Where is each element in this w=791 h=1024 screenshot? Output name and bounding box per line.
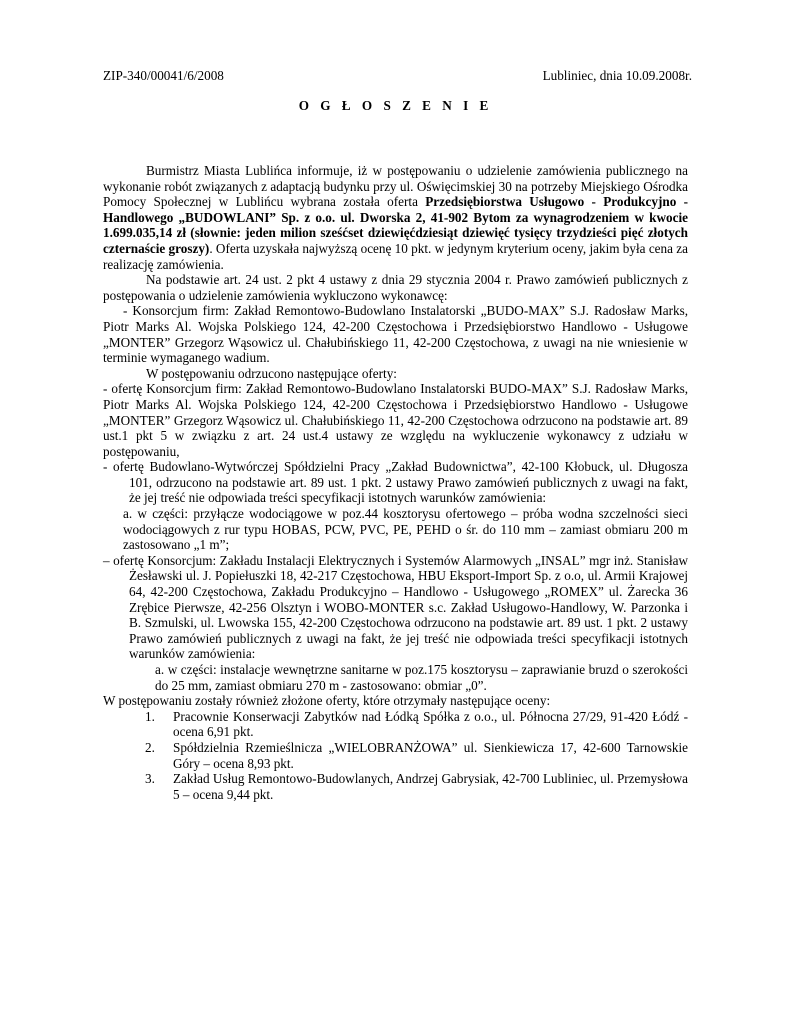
- rejected-header: W postępowaniu odrzucono następujące oferty:: [146, 365, 397, 381]
- list-item-text: Pracownie Konserwacji Zabytków nad Łódką Spółka z o.o., ul. Północna 27/29, 91-420 Łódź - ocena 6,91 pkt.: [173, 708, 688, 740]
- rejected-offer-2: - ofertę Budowlano-Wytwórczej Spółdzielni Pracy „Zakład Budownictwa”, 42-100 Kłobuck, ul. Długosza 101, odrzucono na podstawie art. 89 ust. 1 pkt. 2 ustawy Prawo zamówień publicznych z uwagi na fakt, że jej treść nie odpowiada treści specyfikacji istotnych warunków zamówienia:: [103, 459, 688, 506]
- rejected-offer-1: - ofertę Konsorcjum firm: Zakład Remontowo-Budowlano Instalatorski BUDO-MAX” S.J. Radosław Marks, Piotr Marks Al. Wojska Polskiego 124, 42-200 Częstochowa i Przedsiębiorstwo Handlowo - Usługowe „MONTER” Grzegorz Wąsowicz ul. Chałubińskiego 11, 42-200 Częstochowa odrzucono na podstawie art. 89 ust.1 pkt 5 w związku z art. 24 ust.4 ustawy ze względu na wykluczenie wykonawcy z udziału w postępowaniu,: [103, 381, 688, 459]
- list-item-text: Spółdzielnia Rzemieślnicza „WIELOBRANŻOWA” ul. Sienkiewicza 17, 42-600 Tarnowskie Góry – ocena 8,93 pkt.: [173, 739, 688, 771]
- reference-number: ZIP-340/00041/6/2008: [103, 68, 224, 83]
- excluded-contractor: - Konsorcjum firm: Zakład Remontowo-Budowlano Instalatorski „BUDO-MAX” S.J. Radosław Marks, Piotr Marks Al. Wojska Polskiego 124, 42-200 Częstochowa i Przedsiębiorstwo Handlowo - Usługowe „MONTER” Grzegorz Wąsowicz ul. Chałubińskiego 11, 42-200 Częstochowa, z uwagi na nie wniesienie w terminie wymaganego wadium.: [103, 303, 688, 366]
- list-number: 3.: [145, 771, 155, 787]
- rejected-offer-2-reason: a. w części: przyłącze wodociągowe w poz.44 kosztorysu ofertowego – próba wodna szczelności sieci wodociągowych z rur typu HOBAS, PCW, PVC, PE, PEHD o śr. do 110 mm – zamiast obmiaru 200 m zastosowano „1 m”;: [123, 506, 688, 553]
- list-number: 1.: [145, 708, 155, 724]
- list-item: [103, 740, 688, 771]
- exclusion-paragraph: Na podstawie art. 24 ust. 2 pkt 4 ustawy z dnia 29 stycznia 2004 r. Prawo zamówień publicznych z postępowania o udzielenie zamówienia wykluczono wykonawcę:: [103, 272, 688, 303]
- list-number: 2.: [145, 739, 155, 755]
- list-item: [103, 709, 688, 740]
- list-item: [103, 771, 688, 802]
- rejected-offer-3: – ofertę Konsorcjum: Zakładu Instalacji Elektrycznych i Systemów Alarmowych „INSAL” mgr inż. Stanisław Żesławski ul. J. Popiełuszki 18, 42-217 Częstochowa, HBU Eksport-Import Sp. z o.o, ul. Armii Krajowej 64, 42-200 Częstochowa, Zakładu Produkcyjno – Handlowo - Usługowego „ROMEX” ul. Żarecka 36 Zrębice Pierwsze, 42-256 Olsztyn i WOBO-MONTER s.c. Zakład Usługowo-Handlowy, W. Parzonka i B. Szmulski, ul. Lwowska 155, 42-200 Częstochowa odrzucono na podstawie art. 89 ust. 1 pkt. 2 ustawy Prawo zamówień publicznych z uwagi na fakt, że jej treść nie odpowiada treści specyfikacji istotnych warunków zamówienia:: [103, 552, 688, 662]
- document-body: [103, 163, 688, 802]
- winning-bid-text: Przedsiębiorstwa Usługowo - Produkcyjno - Handlowego „BUDOWLANI” Sp. z o.o. ul. Dworska 2, 41-902 Bytom za wynagrodzeniem w kwocie 1.699.035,14 zł (słownie: jeden milion sześćset dziewięćdziesiąt dziewięć tysięcy trzydzieści pięć złotych czternaście groszy): [103, 194, 688, 256]
- announcement-paragraph: [103, 163, 688, 272]
- other-offers-header: W postępowaniu zostały również złożone oferty, które otrzymały następujące oceny:: [103, 693, 551, 709]
- place-and-date: Lubliniec, dnia 10.09.2008r.: [542, 68, 692, 83]
- paragraph-text: Burmistrz Miasta Lublińca informuje, iż w postępowaniu o udzielenie zamówienia publicznego na wykonanie robót związanych z adaptacją budynku przy ul. Oświęcimskiej 30 na potrzeby Miejskiego Ośrodka Pomocy Społecznej w Lublińcu wybrana została oferta: [103, 163, 688, 210]
- rejected-offer-3-reason: a. w części: instalacje wewnętrzne sanitarne w poz.175 kosztorysu – zaprawianie bruzd o szerokości do 25 mm, zamiast obmiaru 270 m - zastosowano: obmiar „0”.: [155, 662, 688, 693]
- offers-list: [103, 709, 688, 803]
- paragraph-text: . Oferta uzyskała najwyższą ocenę 10 pkt. w jedynym kryterium oceny, jakim była cena za realizację zamówienia.: [103, 240, 688, 272]
- document-title: O G Ł O S Z E N I E: [298, 98, 493, 113]
- list-item-text: Zakład Usług Remontowo-Budowlanych, Andrzej Gabrysiak, 42-700 Lubliniec, ul. Przemysłowa 5 – ocena 9,44 pkt.: [173, 771, 688, 802]
